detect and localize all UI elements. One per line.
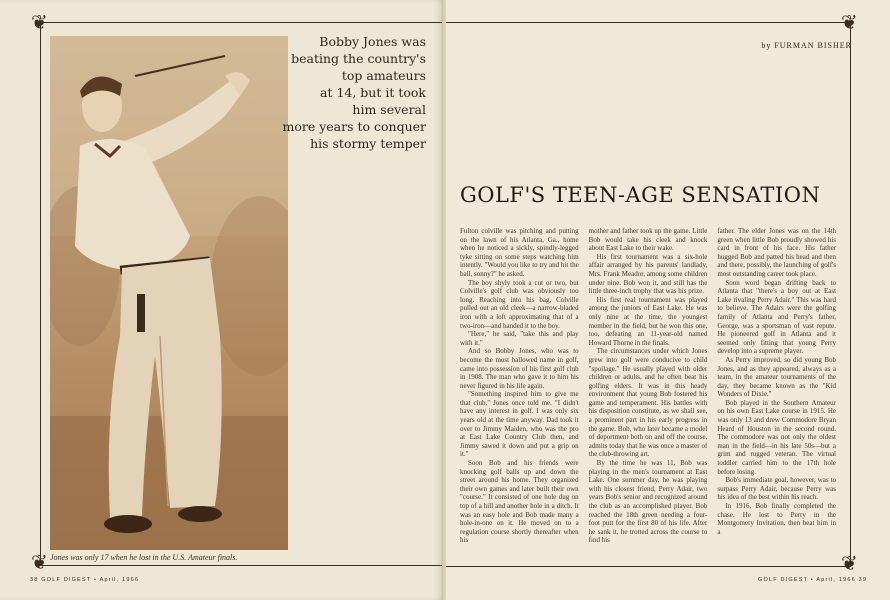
paragraph: Bob's immediate goal, however, was to surpass Perry Adair, because Perry was his idea of the best within his reach. bbox=[717, 476, 837, 502]
pull-quote-line: his stormy temper bbox=[310, 136, 426, 151]
pull-quote-line: at 14, but it took bbox=[320, 85, 426, 100]
article-column bbox=[717, 227, 836, 572]
corner-ornament-icon: ❦ bbox=[31, 12, 48, 34]
paragraph: As Perry improved, so did young Bob Jones, and as they appeared, always as a team, in the amateur tournaments of the day, they became known as the "Kid Wonders of Dixie." bbox=[717, 355, 837, 399]
article-body bbox=[460, 227, 836, 572]
frame-bottom-rule bbox=[40, 565, 444, 566]
frame-top-rule bbox=[446, 22, 850, 23]
golfer-illustration bbox=[50, 36, 288, 550]
frame-left-rule bbox=[40, 22, 41, 562]
paragraph: In 1916, Bob finally completed the chase. He lost to Perry in the Montgomery Invitation, then beat him in a bbox=[717, 502, 837, 536]
article-column bbox=[589, 227, 708, 572]
corner-ornament-icon: ❦ bbox=[841, 553, 858, 575]
pull-quote-line: beating the country's bbox=[291, 51, 426, 66]
paragraph: Soon Bob and his friends were knocking golf balls up and down the street around his home. They organized their own games and later built their own "course." It consisted of one hole dug on top of a hill and another hole in a ditch. It was an easy hole and Bob made many a hole-in-one on it. He moved on to a regulation course shortly thereafter when his bbox=[460, 459, 579, 545]
article-headline: GOLF'S TEEN-AGE SENSATION bbox=[460, 183, 821, 207]
paragraph: "Something inspired him to give me that club," Jones once told me. "I didn't have any interest in golf. I was only six years old at the time anyway. Dad took it over to Jimmy Maiden, who was the pro at East Lake Country Club then, and Jimmy sawed it down and put a grip on it." bbox=[460, 390, 579, 459]
page-folio-right: GOLF DIGEST • April, 1966 39 bbox=[758, 577, 868, 583]
paragraph: By the time he was 11, Bob was playing in the men's tournament at East Lake. One summer day, he was playing with his closest friend, Perry Adair, two years Bob's senior and recognized around the club as an accomplished player. Bob reached the 18th green needing a four-foot putt for the first 80 of his life. After he sank it, he trotted across the course to find his bbox=[588, 459, 708, 545]
paragraph: father. The elder Jones was on the 14th green when little Bob proudly showed his card in front of his face. His father hugged Bob and patted his head and then and there, possibly, the launching of golf's most outstanding career took place. bbox=[717, 227, 837, 278]
corner-ornament-icon: ❦ bbox=[841, 12, 858, 34]
paragraph: mother and father took up the game. Little Bob would take his cleek and knock about East Lake to their wake. bbox=[588, 227, 708, 253]
paragraph: His first tournament was a six-hole affair arranged by his parents' landlady, Mrs. Frank Meador, among some children under nine. Bob won it, and still has the little three-inch trophy that was his prize. bbox=[588, 252, 708, 296]
pull-quote bbox=[276, 33, 426, 152]
pull-quote-line: more years to conquer bbox=[282, 119, 426, 134]
paragraph: Bob played in the Southern Amateur on his own East Lake course in 1915. He was only 13 and drew Commodore Bryan Heard of Houston in the second round. The commodore was not only the oldest man in the field—in his late 50s—but a grim and rugged veteran. The virtual toddler carried him to the 17th hole before losing. bbox=[717, 398, 837, 476]
photo-caption: Jones was only 17 when he lost in the U.S. Amateur finals. bbox=[50, 553, 238, 562]
frame-top-rule bbox=[40, 22, 444, 23]
paragraph: Fulton colville was pitching and putting on the lawn of his Atlanta, Ga., home when he noticed a sickly, spindly-legged tyke sitting on some steps watching him intently. "Would you like to try and hit the ball, sonny?" he asked. bbox=[460, 227, 579, 278]
paragraph: And so Bobby Jones, who was to become the most hallowed name in golf, came into possession of his first golf club in 1908. The man who gave it to him his never figured in his life again. bbox=[460, 347, 579, 390]
left-page bbox=[0, 0, 444, 600]
pull-quote-line: top amateurs bbox=[341, 68, 426, 83]
frame-right-rule bbox=[850, 22, 851, 567]
article-column bbox=[460, 227, 579, 572]
paragraph: Soon word began drifting back to Atlanta that "there's a boy out at East Lake rivaling Perry Adair." This was hard to believe. The Adairs were the golfing family of Atlanta and Perry's father, George, was a sportsman of vast repute. He pioneered golf in Atlanta and it seemed only fitting that young Perry develop into a supreme player. bbox=[717, 278, 837, 356]
pull-quote-line: Bobby Jones was bbox=[319, 34, 426, 49]
paragraph: His first real tournament was played among the juniors of East Lake. He was only nine at the time, the youngest member in the field, but he won this one, too, defeating an 11-year-old named Howard Thorne in the finals. bbox=[588, 295, 708, 347]
paragraph: The boy shyly took a cut or two, but Colville's golf club was obviously too long. Reaching into his bag, Colville pulled out an old cleek—a narrow-bladed iron with a loft approximating that of a two-iron—and handed it to the boy. bbox=[460, 278, 579, 330]
page-folio-left: 38 GOLF DIGEST • April, 1966 bbox=[30, 577, 140, 583]
byline: by FURMAN BISHER bbox=[761, 41, 852, 50]
pull-quote-line: him several bbox=[352, 102, 426, 117]
golfer-photo bbox=[50, 36, 288, 550]
corner-ornament-icon: ❦ bbox=[31, 552, 48, 574]
paragraph: "Here," he said, "take this and play with it." bbox=[460, 330, 579, 347]
paragraph: The circumstances under which Jones grew into golf were conducive to child "spoilage." He usually played with older children or adults, and he often beat his golfing elders. It was in this heady environment that young Bob fostered his game and temperament. His battles with his disposition constitute, as we shall see, a prominent part in his early progress in the game. Bob, who later became a model of deportment both on and off the course, admits today that he was once a master of the club-throwing art. bbox=[588, 347, 708, 459]
